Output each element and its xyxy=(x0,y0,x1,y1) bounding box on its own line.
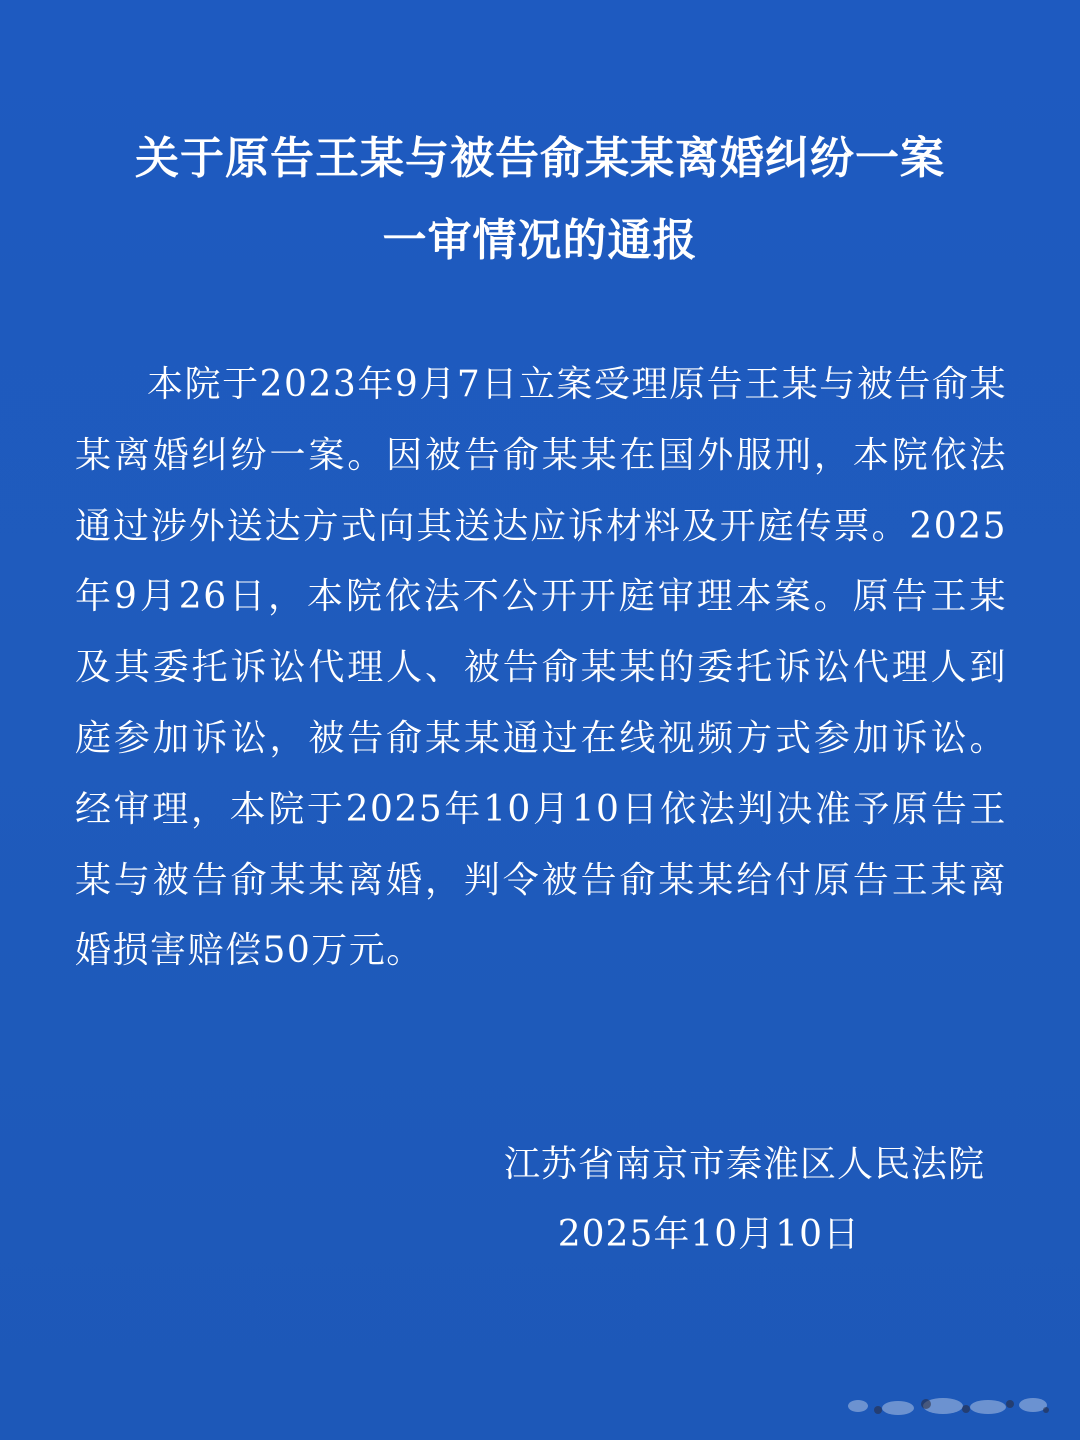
title-line-1: 关于原告王某与被告俞某某离婚纠纷一案 xyxy=(135,133,945,184)
title-line-2: 一审情况的通报 xyxy=(382,215,698,266)
watermark-icon xyxy=(838,1392,1058,1420)
notice-body: 本院于2023年9月7日立案受理原告王某与被告俞某某离婚纠纷一案。因被告俞某某在国外服刑，本院依法通过涉外送达方式向其送达应诉材料及开庭传票。2025年9月26日，本院依法不公开开庭审理本案。原告王某及其委托诉讼代理人、被告俞某某的委托诉讼代理人到庭参加诉讼，被告俞某某通过在线视频方式参加诉讼。经审理，本院于2025年10月10日依法判决准予原告王某与被告俞某某离婚，判令被告俞某某给付原告王某离婚损害赔偿50万元。 xyxy=(75,364,1007,972)
notice-title xyxy=(0,118,1080,282)
notice-date: 2025年10月10日 xyxy=(557,1214,860,1255)
signature-block xyxy=(0,1130,985,1270)
court-name: 江苏省南京市秦淮区人民法院 xyxy=(503,1144,985,1185)
